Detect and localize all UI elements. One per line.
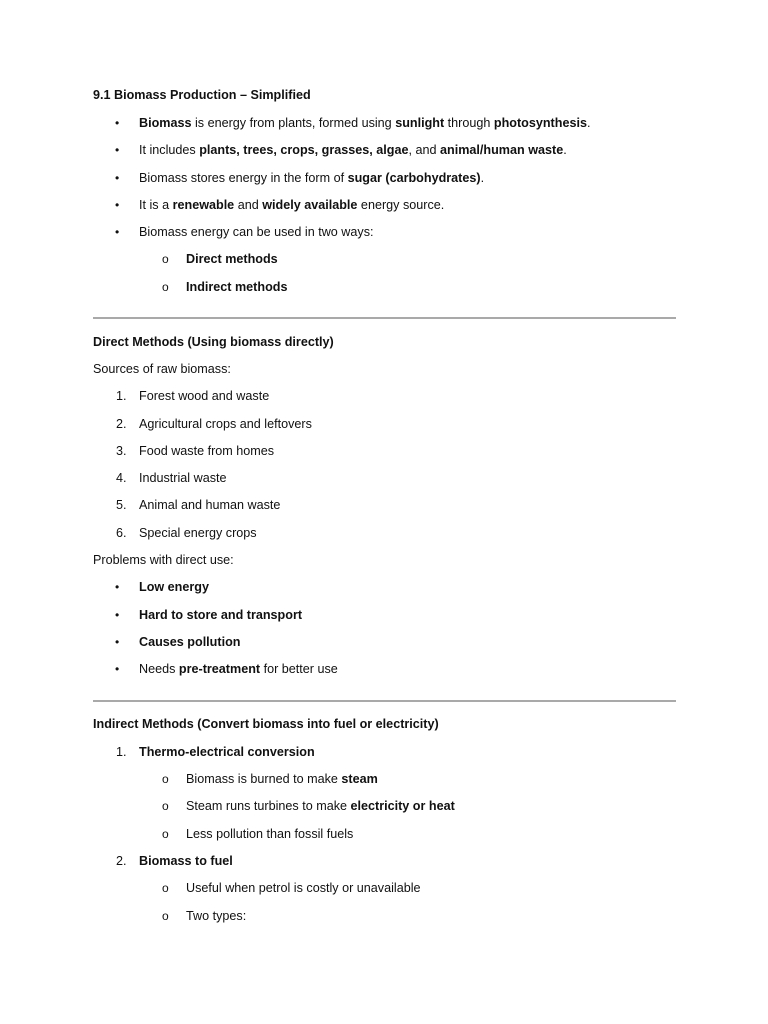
number-marker: 3. xyxy=(116,444,127,458)
text: Less pollution than fossil fuels xyxy=(186,827,354,841)
text: Two types: xyxy=(186,909,247,923)
bold-text: Causes pollution xyxy=(139,635,241,649)
text: and xyxy=(234,198,263,212)
text: . xyxy=(586,116,591,130)
number-marker: 1. xyxy=(116,389,127,403)
circle-marker: o xyxy=(162,909,169,923)
number-marker: 2. xyxy=(116,417,127,431)
text: Forest wood and waste xyxy=(139,389,270,403)
text: Food waste from homes xyxy=(139,444,275,458)
bold-text: Direct methods xyxy=(186,252,278,266)
bullet-item xyxy=(115,115,591,131)
bold-text: Low energy xyxy=(139,580,209,594)
section-heading-biomass-production: 9.1 Biomass Production – Simplified xyxy=(93,88,311,102)
text: is energy from plants, formed using xyxy=(191,116,396,130)
text: Needs xyxy=(139,662,179,676)
section-heading-indirect-methods: Indirect Methods (Convert biomass into fuel or electricity) xyxy=(93,717,439,731)
circle-marker: o xyxy=(162,772,169,786)
text: Agricultural crops and leftovers xyxy=(139,417,312,431)
circle-marker: o xyxy=(162,827,169,841)
bold-text: Thermo-electrical conversion xyxy=(139,745,315,759)
bullet-marker: • xyxy=(115,116,120,130)
text: . xyxy=(480,171,485,185)
paragraph: Problems with direct use: xyxy=(93,553,234,567)
text: Special energy crops xyxy=(139,526,257,540)
sub-bullet-item xyxy=(162,908,247,924)
horizontal-rule xyxy=(93,317,676,319)
numbered-item xyxy=(116,497,281,513)
numbered-item xyxy=(116,853,233,869)
circle-marker: o xyxy=(162,252,169,266)
bold-text: plants, trees, crops, grasses, algae xyxy=(199,143,409,157)
bullet-item xyxy=(115,197,445,213)
bullet-marker: • xyxy=(115,225,120,239)
sub-bullet-item xyxy=(162,826,354,842)
numbered-item xyxy=(116,416,312,432)
circle-marker: o xyxy=(162,799,169,813)
text: Biomass energy can be used in two ways: xyxy=(139,225,374,239)
bullet-item xyxy=(115,142,567,158)
bullet-marker: • xyxy=(115,635,120,649)
sub-bullet-item xyxy=(162,279,288,295)
sub-bullet-item xyxy=(162,880,421,896)
bullet-item xyxy=(115,224,374,240)
number-marker: 1. xyxy=(116,745,127,759)
bold-text: photosynthesis xyxy=(493,116,587,130)
circle-marker: o xyxy=(162,881,169,895)
bullet-marker: • xyxy=(115,143,120,157)
bold-text: widely available xyxy=(262,198,358,212)
bullet-marker: • xyxy=(115,198,120,212)
text: Animal and human waste xyxy=(139,498,281,512)
section-heading-direct-methods: Direct Methods (Using biomass directly) xyxy=(93,335,334,349)
bold-text: renewable xyxy=(172,198,235,212)
number-marker: 5. xyxy=(116,498,127,512)
bold-text: sunlight xyxy=(395,116,445,130)
text: It is a xyxy=(139,198,173,212)
bold-text: Biomass xyxy=(139,116,192,130)
bold-text: sugar (carbohydrates) xyxy=(347,171,481,185)
bold-text: pre-treatment xyxy=(178,662,261,676)
numbered-item xyxy=(116,443,275,459)
text: Biomass stores energy in the form of xyxy=(139,171,348,185)
bullet-marker: • xyxy=(115,580,120,594)
text: Steam runs turbines to make xyxy=(186,799,351,813)
text: Industrial waste xyxy=(139,471,227,485)
paragraph: Sources of raw biomass: xyxy=(93,362,231,376)
horizontal-rule xyxy=(93,700,676,702)
bullet-item xyxy=(115,607,303,623)
text: Biomass is burned to make xyxy=(186,772,342,786)
bullet-marker: • xyxy=(115,608,120,622)
bullet-marker: • xyxy=(115,171,120,185)
bold-text: animal/human waste xyxy=(440,143,564,157)
text: through xyxy=(444,116,494,130)
text: . xyxy=(563,143,567,157)
text: energy source. xyxy=(357,198,445,212)
bullet-item xyxy=(115,661,338,677)
bullet-marker: • xyxy=(115,662,120,676)
number-marker: 2. xyxy=(116,854,127,868)
number-marker: 6. xyxy=(116,526,127,540)
bold-text: Hard to store and transport xyxy=(139,608,303,622)
text: It includes xyxy=(139,143,200,157)
numbered-item xyxy=(116,470,227,486)
circle-marker: o xyxy=(162,280,169,294)
bold-text: Indirect methods xyxy=(186,280,288,294)
sub-bullet-item xyxy=(162,798,455,814)
numbered-item xyxy=(116,388,270,404)
text: Useful when petrol is costly or unavailable xyxy=(186,881,421,895)
number-marker: 4. xyxy=(116,471,127,485)
sub-bullet-item xyxy=(162,771,378,787)
text: , and xyxy=(408,143,441,157)
sub-bullet-item xyxy=(162,251,278,267)
numbered-item xyxy=(116,744,315,760)
bold-text: steam xyxy=(341,772,378,786)
numbered-item xyxy=(116,525,257,541)
bold-text: Biomass to fuel xyxy=(139,854,233,868)
bullet-item xyxy=(115,579,209,595)
bullet-item xyxy=(115,634,241,650)
bold-text: electricity or heat xyxy=(350,799,455,813)
bullet-item xyxy=(115,170,485,186)
text: for better use xyxy=(260,662,338,676)
